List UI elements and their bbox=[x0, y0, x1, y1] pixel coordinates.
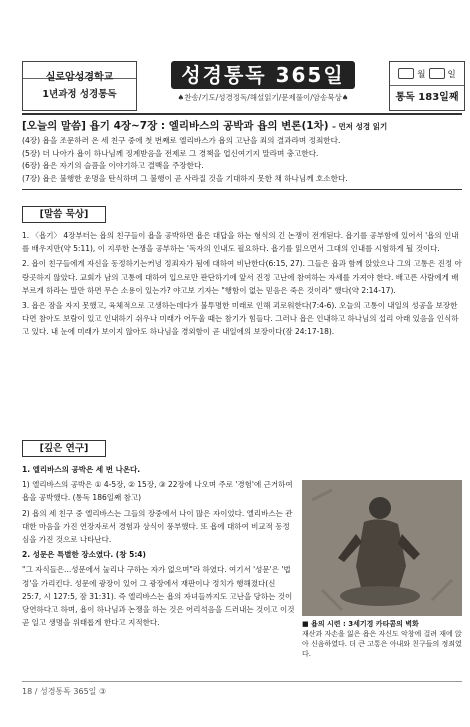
header-rule bbox=[22, 113, 462, 115]
month-box[interactable] bbox=[398, 68, 414, 79]
meditation-item: 3. 욥은 잠을 자지 못했고, 육체적으로 고생하는데다가 불투명한 미래로 인해 괴로워한다(7:4-6). 오늘의 고통이 내일의 성공을 보장한다면 참아도 보람이 있고 인내하기 쉬우나 미래가 어두울 때는 참기가 힘들다. 그러나 욥은 인내하고 하나님의 섭리 아래 있음을 인식하고 있다. 내 눈에 미래가 보이지 않아도 하나님을 경외함이 곧 내일에의 보장이다(잠 24:17-18). bbox=[22, 301, 459, 337]
caption-text: 재산과 자손을 잃은 욥은 자신도 악창에 걸려 재에 앉아 신음하였다. 더 큰 고통은 아내와 친구들의 정죄였다. bbox=[302, 630, 462, 658]
section-study-heading: [깊은 연구] bbox=[22, 440, 106, 457]
date-row bbox=[390, 62, 464, 86]
banner-area bbox=[141, 61, 385, 111]
section-meditation-heading: [말씀 묵상] bbox=[22, 206, 106, 223]
study-body bbox=[22, 463, 296, 631]
meditation-body bbox=[22, 229, 462, 341]
page-footer: 18 / 성경통독 365일 ③ bbox=[22, 687, 107, 696]
day-box[interactable] bbox=[429, 68, 445, 79]
study-point-text: 2) 욥의 세 친구 중 엘리바스는 그들의 장중에서 나이 많은 자이었다. 엘리바스는 관대한 마음을 가진 연장자로서 경험과 상식이 풍부했다. 또 욥에 대하여 비교적 동정심을 가진 것으로 나타난다. bbox=[22, 508, 293, 545]
caption-title: ■ 욥의 시련 : 3세기경 카타콤의 벽화 bbox=[302, 620, 419, 628]
study-point-title: 2. 성문은 특별한 장소였다. (창 5:4) bbox=[22, 550, 146, 560]
course-name: 1년과정 성경통독 bbox=[42, 89, 117, 100]
day-count: 통독 183일째 bbox=[395, 92, 459, 103]
activity-line: ♠찬송/기도/성경정독/해설읽기/문제풀이/암송묵상♠ bbox=[177, 93, 349, 102]
meditation-item: 2. 욥이 친구들에게 자신을 동정하기는커녕 정죄자가 됨에 대하여 비난한다(6:15, 27). 그들은 욥과 함께 앉았으나 그의 고통은 진정 아랑곳하지 않았다. 교회가 남의 고통에 대하여 입으로만 판단하기에 앞서 진정 고난에 참여하는 자세를 가져야 한다. 배고픈 사람에게 배부르게 하라는 말만 하면 무슨 소용이 있는가? 야고보 기자는 "행함이 없는 믿음은 죽은 것이라" 했다(약 2:14-17). bbox=[22, 259, 462, 295]
meditation-item: 1. 〈욥기〉 4장부터는 욥의 친구들이 욥을 공박하면 욥은 대답을 하는 형식의 긴 논쟁이 전개된다. 욥기를 공부함에 있어서 '욥의 인내를 배우지만(약 5:11), 이 지루한 논쟁을 공부하는 '독자의 인내도 필요하다. 욥기를 읽으면서 그대의 인내를 시험하게 될 것이다. bbox=[22, 231, 459, 254]
school-name: 실로암성경학교 bbox=[23, 62, 136, 79]
date-box bbox=[389, 61, 465, 111]
banner bbox=[171, 61, 355, 89]
day-label: 일 bbox=[447, 69, 456, 80]
summary-line: (4장) 욥을 조문하러 온 세 친구 중에 첫 번째로 엘리바스가 욥의 고난을 죄의 결과라며 정죄한다. bbox=[22, 136, 341, 145]
chapter-summary bbox=[22, 135, 462, 185]
school-box bbox=[22, 61, 137, 111]
summary-rule bbox=[22, 189, 462, 190]
month-label: 월 bbox=[417, 69, 426, 80]
summary-line: (5장) 더 나아가 욥이 하나님께 징계받음을 전제로 그 경책을 업신여기지 말라며 충고한다. bbox=[22, 148, 319, 158]
summary-line: (7장) 욥은 불행한 운명을 탄식하며 그 불행이 곧 사라질 것을 기대하지 못한 채 하나님께 호소한다. bbox=[22, 173, 348, 183]
study-point-text: 1) 엘리바스의 공박은 ① 4-5장, ② 15장, ③ 22장에 나오며 주로 '경험'에 근거하여 욥을 공박했다. (통독 186일째 참고) bbox=[22, 480, 293, 503]
summary-line: (6장) 욥은 자기의 슬픔을 이야기하고 결백을 주장한다. bbox=[22, 161, 204, 170]
study-point-title: 1. 엘리바스의 공박은 세 번 나온다. bbox=[22, 465, 141, 474]
header bbox=[22, 61, 462, 111]
banner-title: 성경통독 365일 bbox=[181, 63, 345, 87]
title-sub: – 먼저 성경 읽기 bbox=[332, 122, 388, 131]
image-caption bbox=[302, 619, 462, 659]
footer-rule bbox=[22, 681, 462, 682]
study-point-text: "그 자식들은...성문에서 눌리나 구하는 자가 없으며"라 하였다. 여기서 '성문'은 '법정'을 가리킨다. 성문에 광장이 있어 그 광장에서 재판이나 정치가 행해졌다(신 25:7, 시 127:5, 잠 31:31). 즉 엘리바스는 욥의 자녀들까지도 고난을 당하는 것이 당연하다고 하며, 욥이 하나님과 논쟁을 하는 것은 어리석음을 드러내는 것이고 이것 곧 일고 생명을 위태롭게 한다고 지적한다. bbox=[22, 565, 295, 628]
title-main: [오늘의 말씀] 욥기 4장~7장 : 엘리바스의 공박과 욥의 변론(1차) bbox=[22, 120, 329, 132]
fresco-illustration bbox=[302, 480, 462, 616]
catacomb-fresco-image bbox=[302, 480, 462, 616]
reading-title bbox=[22, 118, 462, 133]
